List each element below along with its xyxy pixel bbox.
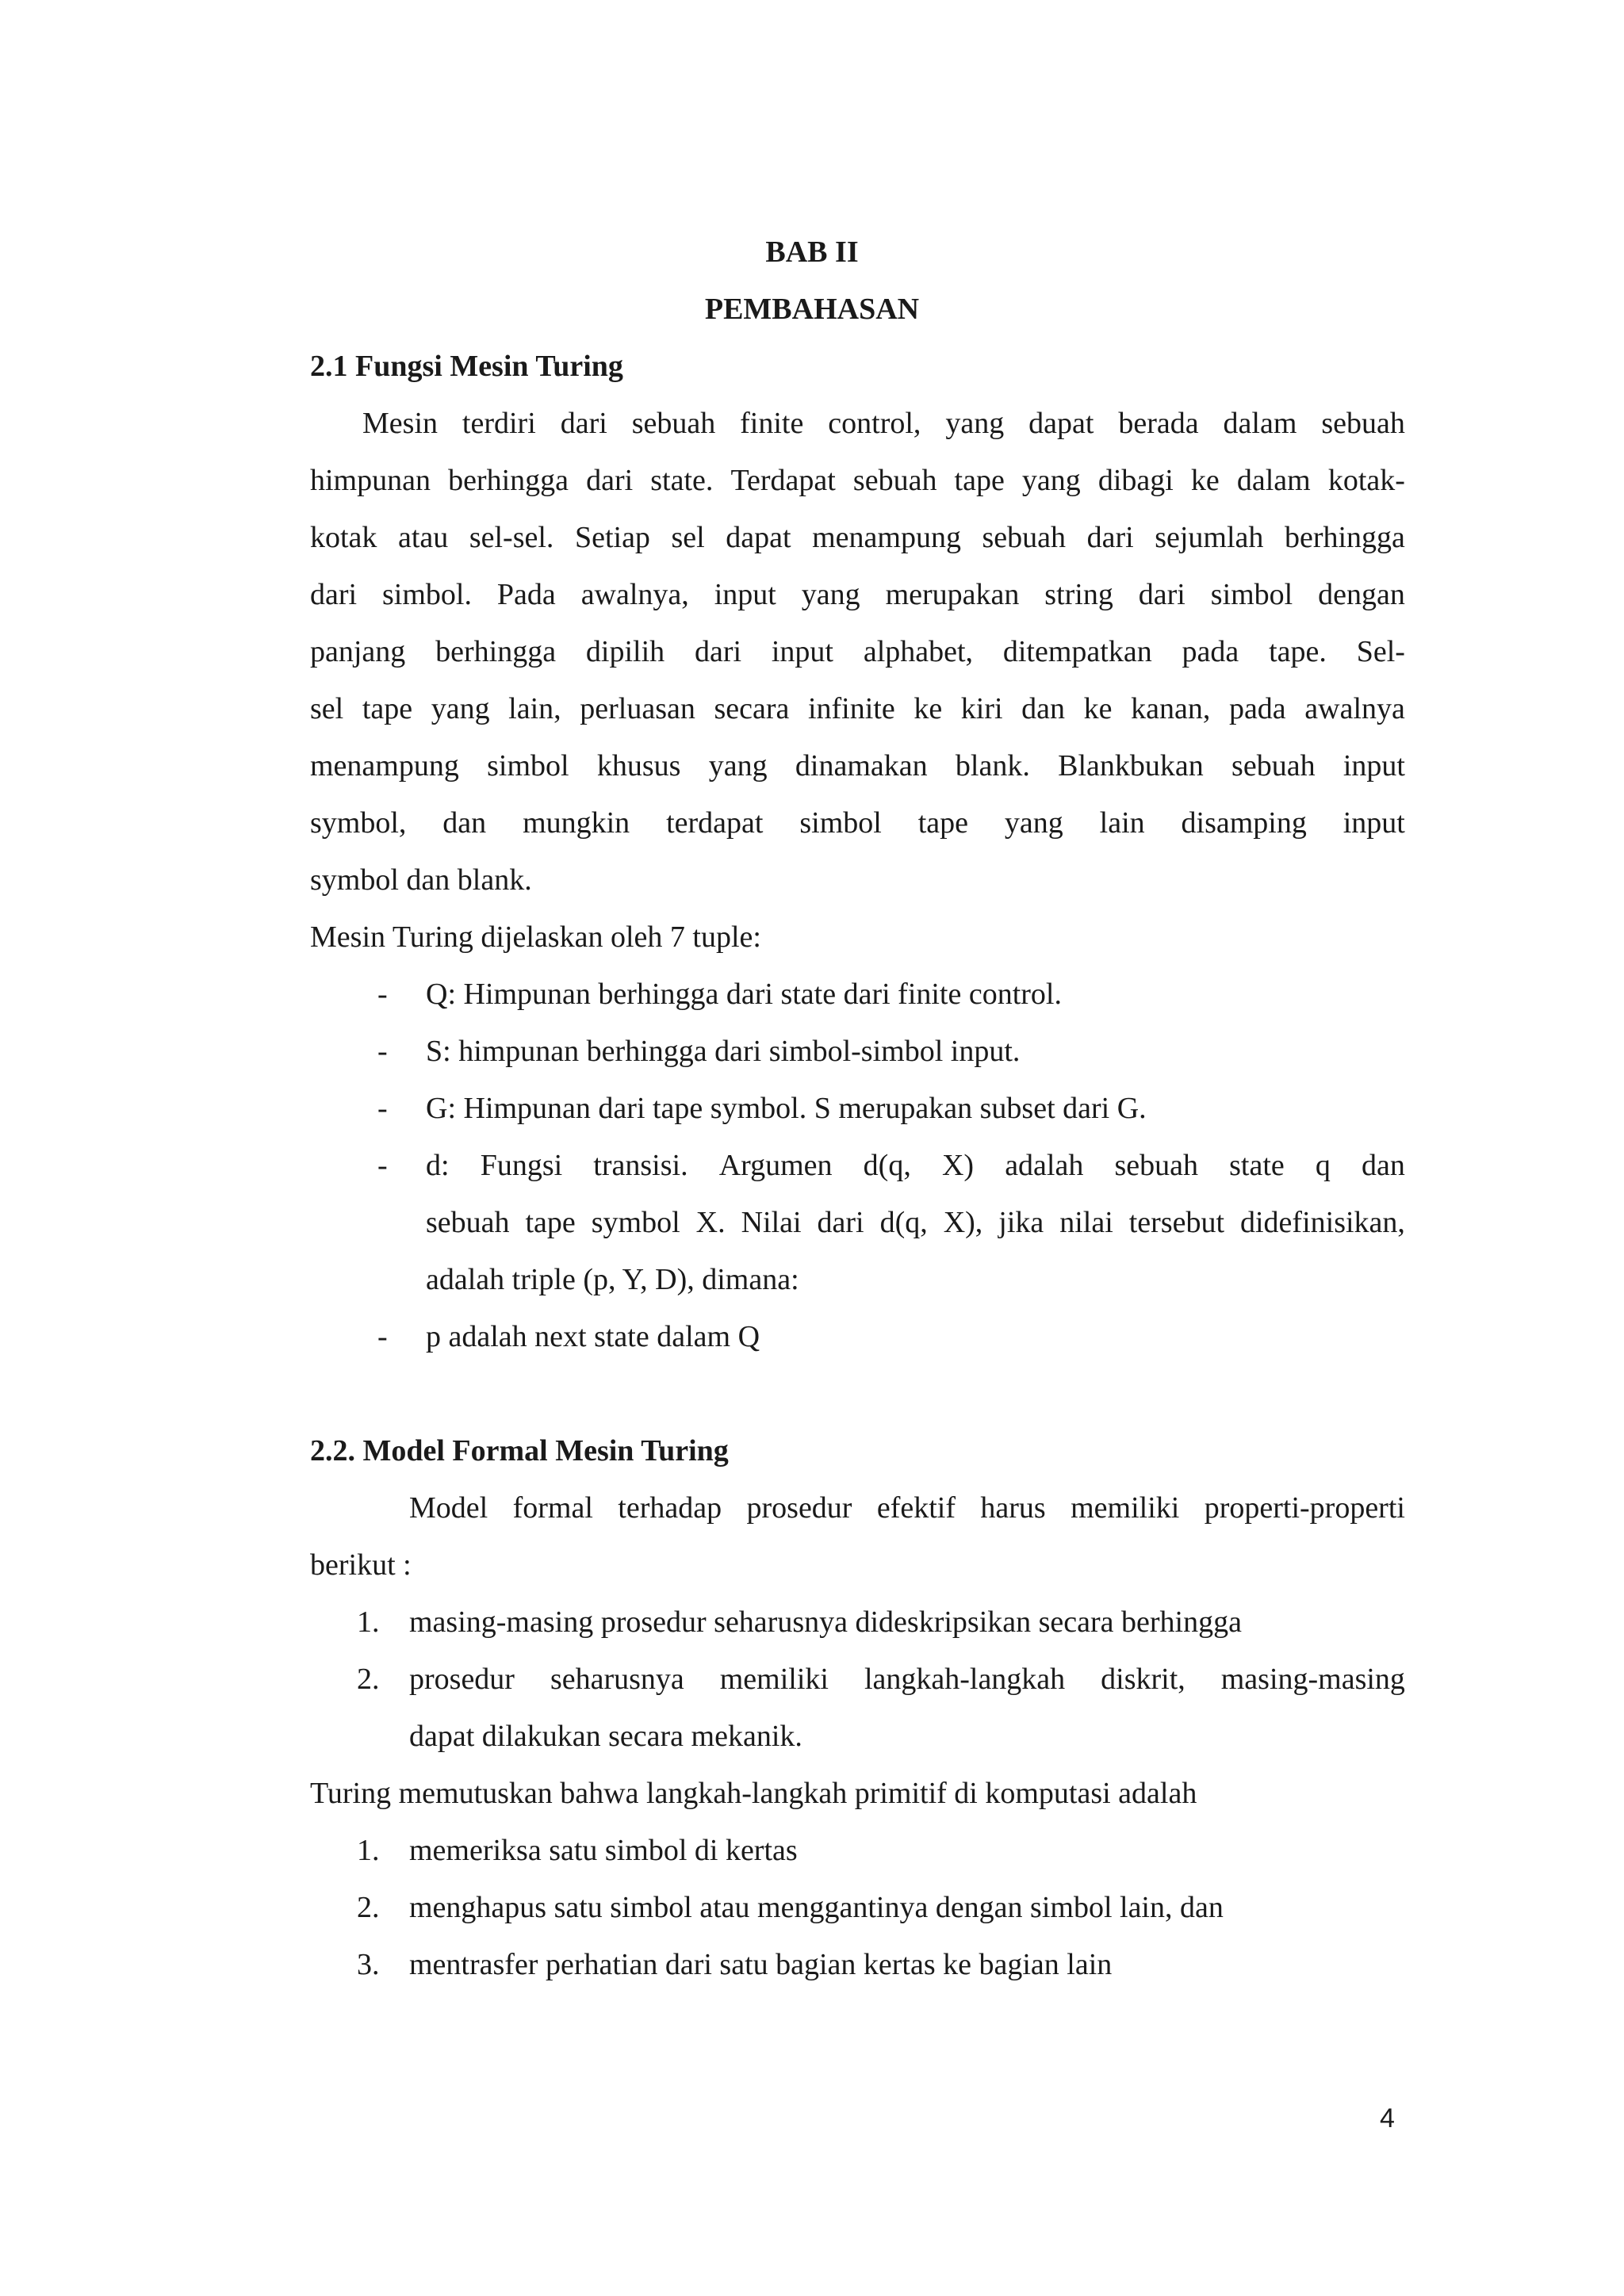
list-item-text-continued: dapat dilakukan secara mekanik. xyxy=(409,1720,802,1753)
chapter-label: BAB II xyxy=(765,235,859,269)
paragraph-line: kotak atau sel-sel. Setiap sel dapat menampung sebuah dari sejumlah berhingga xyxy=(310,521,1405,554)
paragraph-line: symbol, dan mungkin terdapat simbol tape yang lain disamping input xyxy=(310,806,1405,840)
bullet-dash: - xyxy=(377,1149,388,1182)
bullet-text-continued: adalah triple (p, Y, D), dimana: xyxy=(426,1263,799,1296)
paragraph-line: himpunan berhingga dari state. Terdapat sebuah tape yang dibagi ke dalam kotak- xyxy=(310,464,1405,497)
turing-intro: Turing memutuskan bahwa langkah-langkah primitif di komputasi adalah xyxy=(310,1777,1197,1810)
bullet-text: Q: Himpunan berhingga dari state dari finite control. xyxy=(426,978,1062,1011)
bullet-text: d: Fungsi transisi. Argumen d(q, X) adalah sebuah state q dan xyxy=(426,1149,1405,1182)
bullet-dash: - xyxy=(377,978,388,1011)
paragraph-line: menampung simbol khusus yang dinamakan blank. Blankbukan sebuah input xyxy=(310,749,1405,783)
list-number: 2. xyxy=(357,1891,380,1924)
list-number: 1. xyxy=(357,1605,380,1639)
bullet-text: p adalah next state dalam Q xyxy=(426,1320,760,1353)
paragraph-line: Mesin terdiri dari sebuah finite control, yang dapat berada dalam sebuah xyxy=(362,407,1405,440)
list-number: 3. xyxy=(357,1948,380,1981)
bullet-text: S: himpunan berhingga dari simbol-simbol input. xyxy=(426,1035,1021,1068)
bullet-dash: - xyxy=(377,1035,388,1068)
list-item-text: memeriksa satu simbol di kertas xyxy=(409,1834,798,1867)
list-number: 1. xyxy=(357,1834,380,1867)
paragraph-line: sel tape yang lain, perluasan secara infinite ke kiri dan ke kanan, pada awalnya xyxy=(310,692,1405,725)
list-item-text: masing-masing prosedur seharusnya dideskripsikan secara berhingga xyxy=(409,1605,1242,1639)
list-number: 2. xyxy=(357,1663,380,1696)
section-heading-2-1: 2.1 Fungsi Mesin Turing xyxy=(310,350,623,383)
bullet-dash: - xyxy=(377,1320,388,1353)
paragraph-line: dari simbol. Pada awalnya, input yang merupakan string dari simbol dengan xyxy=(310,578,1405,611)
bullet-dash: - xyxy=(377,1092,388,1125)
list-item-text: menghapus satu simbol atau menggantinya dengan simbol lain, dan xyxy=(409,1891,1224,1924)
bullet-text-continued: sebuah tape symbol X. Nilai dari d(q, X), jika nilai tersebut didefinisikan, xyxy=(426,1206,1405,1239)
section-heading-2-2: 2.2. Model Formal Mesin Turing xyxy=(310,1434,729,1468)
paragraph-line: panjang berhingga dipilih dari input alphabet, ditempatkan pada tape. Sel- xyxy=(310,635,1405,668)
paragraph-line: Model formal terhadap prosedur efektif harus memiliki properti-properti xyxy=(409,1491,1405,1525)
paragraph-line: symbol dan blank. xyxy=(310,863,532,897)
bullet-text: G: Himpunan dari tape symbol. S merupakan subset dari G. xyxy=(426,1092,1147,1125)
chapter-title: PEMBAHASAN xyxy=(704,293,920,326)
list-item-text: prosedur seharusnya memiliki langkah-langkah diskrit, masing-masing xyxy=(409,1663,1405,1696)
tuple-intro: Mesin Turing dijelaskan oleh 7 tuple: xyxy=(310,920,761,954)
list-item-text: mentrasfer perhatian dari satu bagian kertas ke bagian lain xyxy=(409,1948,1113,1981)
paragraph-line: berikut : xyxy=(310,1548,412,1582)
page-number: 4 xyxy=(1380,2103,1395,2133)
